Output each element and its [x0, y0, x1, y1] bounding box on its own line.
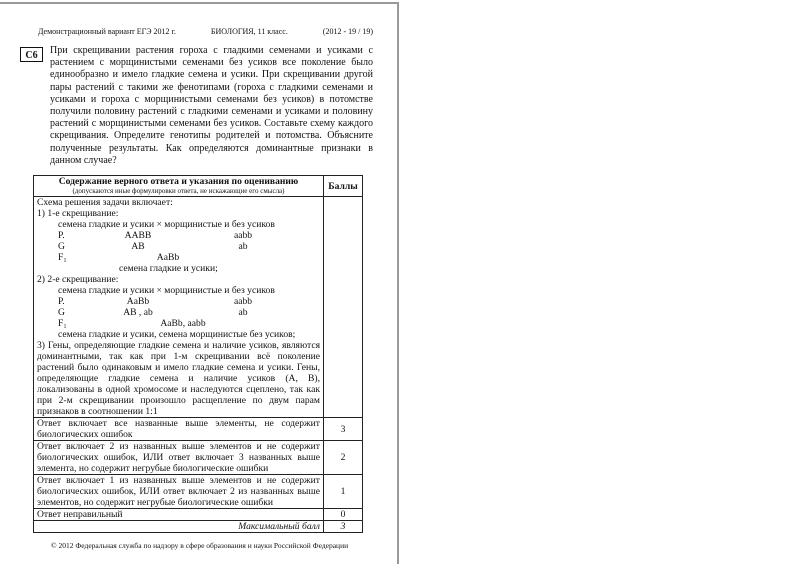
genetics-cell: G [58, 307, 65, 319]
criteria-score: 2 [324, 441, 363, 475]
max-score-value: 3 [324, 521, 363, 533]
criteria-text: Ответ включает все названные выше элементы, не содержит биологических ошибок [34, 418, 324, 441]
criteria-row [34, 509, 363, 521]
max-score-label: Максимальный балл [34, 521, 324, 533]
header-right: (2012 - 19 / 19) [322, 27, 373, 36]
genetics-cell: AABB [124, 230, 152, 242]
cross2-offspring [37, 318, 320, 329]
document-body [20, 45, 373, 551]
criteria-row [34, 418, 363, 441]
header-subtitle: (допускаются иные формулировки ответа, не искажающие его смысла) [72, 187, 285, 196]
genetics-cell: AaBb [126, 296, 150, 308]
solution-row [34, 197, 363, 418]
genetics-cell: aabb [233, 296, 253, 308]
genetics-cell: F₁ [58, 318, 67, 330]
criteria-text: Ответ включает 2 из названных выше элементов и не содержит биологических ошибок, ИЛИ ответ включает 3 названных выше элемента, но содержит негрубые биологические ошибки [34, 441, 324, 475]
page-footer: © 2012 Федеральная служба по надзору в сфере образования и науки Российской Федерации [50, 541, 349, 551]
header-center: БИОЛОГИЯ, 11 класс. [210, 27, 288, 36]
criteria-text: Ответ включает 1 из названных выше элементов и не содержит биологических ошибок, ИЛИ ответ включает 2 из названных выше элементов, но содержит негрубые биологические ошибки [34, 475, 324, 509]
genetics-cell: ab [238, 241, 248, 253]
criteria-score: 0 [324, 509, 363, 521]
cross1-phenotypes: семена гладкие и усики × морщинистые и без усиков [58, 219, 275, 231]
cross1-title: 1) 1-е скрещивание: [37, 208, 119, 220]
cross2-gametes [37, 307, 320, 318]
task-id-box: С6 [20, 47, 43, 62]
cross2-result: семена гладкие и усики, семена морщинистые без усиков; [58, 329, 296, 341]
criteria-text: Ответ неправильный [34, 509, 324, 521]
max-score-row [34, 521, 363, 533]
cross1-offspring [37, 252, 320, 263]
solution-intro: Схема решения задачи включает: [37, 197, 173, 209]
table-header-row [34, 176, 363, 197]
genetics-cell: P. [58, 230, 65, 242]
solution-score-cell [324, 197, 363, 418]
genetics-cell: AB , ab [123, 307, 153, 319]
genetics-cell: AaBb [156, 252, 180, 264]
genetics-cell: ab [238, 307, 248, 319]
genetics-cell: AaBb, aabb [160, 318, 206, 330]
criteria-row [34, 475, 363, 509]
task-text: При скрещивании растения гороха с гладкими семенами и усиками с растением с морщинистыми семенами без усиков все поколение было единообразно и имело гладкие семена и усики. При скрещивании другой пары растений с такими же фенотипами (гороха с гладкими семенами и усиками и гороха с морщинистыми семенами без усиков) в потомстве получили половину растений с гладкими семенами и усиками и половину растений с морщинистыми семенами без усиков. Составьте схему каждого скрещивания. Определите генотипы родителей и потомства. Объясните полученные результаты. Как определяются доминантные признаки в данном случае? [50, 45, 373, 166]
genetics-cell: F₁ [58, 252, 67, 264]
cross1-parents [37, 230, 320, 241]
header-title: Содержание верного ответа и указания по оцениванию [58, 176, 299, 188]
genetics-cell: AB [131, 241, 145, 253]
criteria-score: 1 [324, 475, 363, 509]
header-score: Баллы [324, 176, 363, 197]
task-block [20, 45, 373, 167]
header-left: Демонстрационный вариант ЕГЭ 2012 г. [38, 27, 176, 36]
criteria-row [34, 441, 363, 475]
genetics-cell: G [58, 241, 65, 253]
genetics-cell: P. [58, 296, 65, 308]
header-content-cell [34, 176, 324, 197]
cross1-gametes [37, 241, 320, 252]
criteria-score: 3 [324, 418, 363, 441]
page-header [38, 27, 373, 36]
explanation-point3: 3) Гены, определяющие гладкие семена и наличие усиков, являются доминантными, так как при 1-м скрещивании всё поколение растений было одинаковым и имело гладкие семена и усики. Гены, определяющие гладкие семена и наличие усиков (A, B), локализованы в одной хромосоме и наследуются сцеплено, так как при 2-м скрещивании произошло расщепление по двум парам признаков в соотношении 1:1 [37, 340, 320, 418]
answer-table [33, 175, 363, 533]
solution-cell [34, 197, 324, 418]
cross2-title: 2) 2-е скрещивание: [37, 274, 119, 286]
cross2-phenotypes: семена гладкие и усики × морщинистые и без усиков [58, 285, 275, 297]
cross1-result: семена гладкие и усики; [119, 263, 218, 275]
genetics-cell: aabb [233, 230, 253, 242]
cross2-parents [37, 296, 320, 307]
